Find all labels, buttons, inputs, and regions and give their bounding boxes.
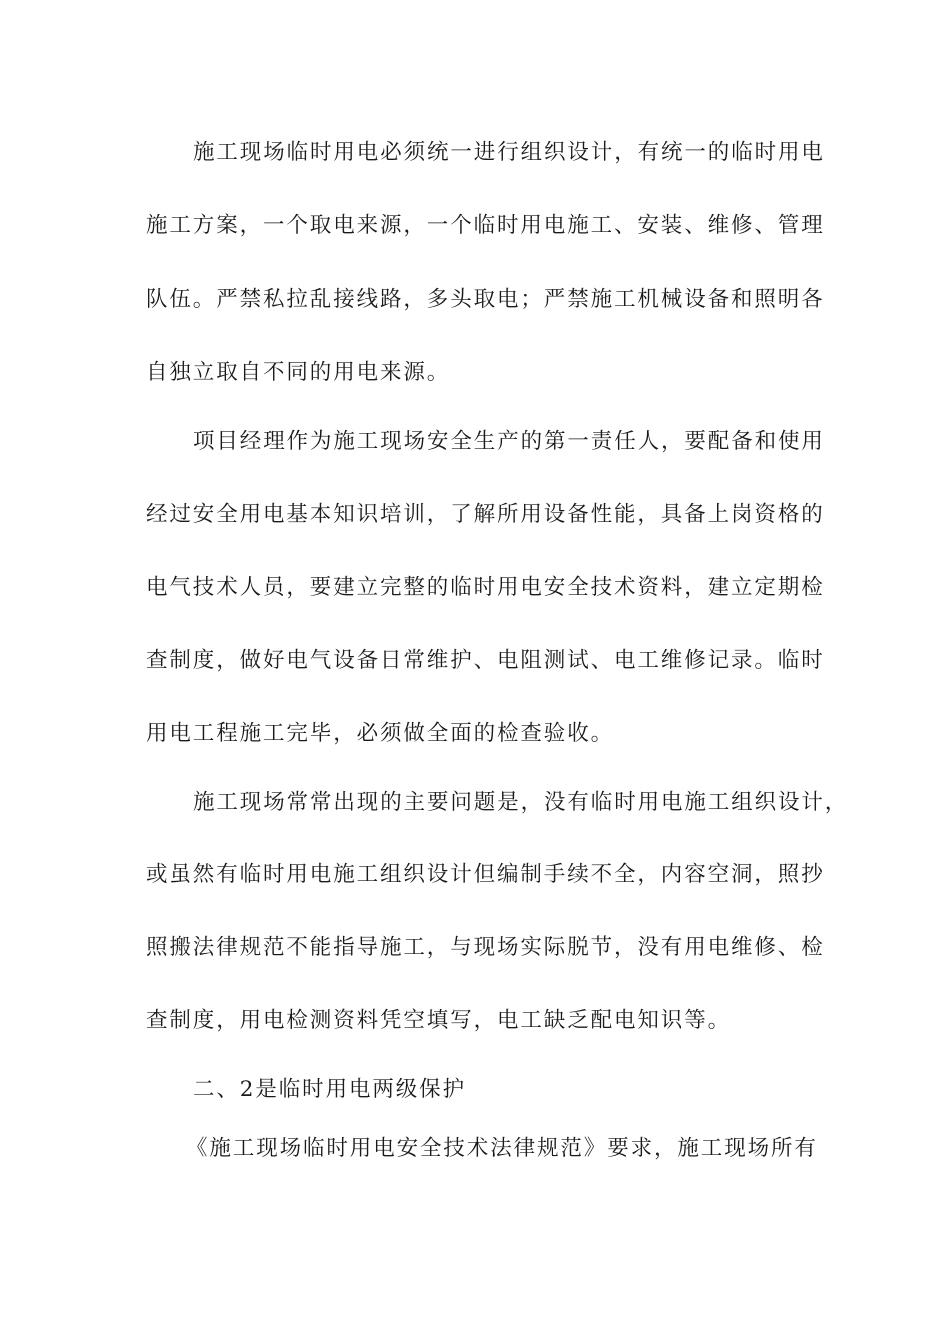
paragraph-1-line-1: 施工现场临时用电必须统一进行组织设计，有统一的临时用电 bbox=[193, 140, 825, 165]
paragraph-2-line-3: 电气技术人员，要建立完整的临时用电安全技术资料，建立定期检 bbox=[146, 575, 825, 600]
paragraph-1-line-2: 施工方案，一个取电来源，一个临时用电施工、安装、维修、管理 bbox=[146, 213, 825, 238]
paragraph-3-line-4: 查制度，用电检测资料凭空填写，电工缺乏配电知识等。 bbox=[146, 1008, 732, 1033]
paragraph-3-line-1: 施工现场常常出现的主要问题是，没有临时用电施工组织设计， bbox=[193, 790, 849, 815]
paragraph-2-line-5: 用电工程施工完毕，必须做全面的检查验收。 bbox=[146, 721, 615, 746]
paragraph-1-line-4: 自独立取自不同的用电来源。 bbox=[146, 360, 451, 385]
paragraph-3-line-2: 或虽然有临时用电施工组织设计但编制手续不全，内容空洞，照抄 bbox=[146, 862, 825, 887]
paragraph-4-line-1: 《施工现场临时用电安全技术法律规范》要求，施工现场所有 bbox=[186, 1136, 818, 1161]
paragraph-1-line-3: 队伍。严禁私拉乱接线路，多头取电；严禁施工机械设备和照明各 bbox=[146, 287, 825, 312]
paragraph-3-line-3: 照搬法律规范不能指导施工，与现场实际脱节，没有用电维修、检 bbox=[146, 935, 825, 960]
paragraph-2-line-1: 项目经理作为施工现场安全生产的第一责任人，要配备和使用 bbox=[193, 429, 825, 454]
paragraph-2-line-4: 查制度，做好电气设备日常维护、电阻测试、电工维修记录。临时 bbox=[146, 648, 825, 673]
section-heading: 二、2是临时用电两级保护 bbox=[193, 1077, 466, 1102]
paragraph-2-line-2: 经过安全用电基本知识培训，了解所用设备性能，具备上岗资格的 bbox=[146, 502, 825, 527]
